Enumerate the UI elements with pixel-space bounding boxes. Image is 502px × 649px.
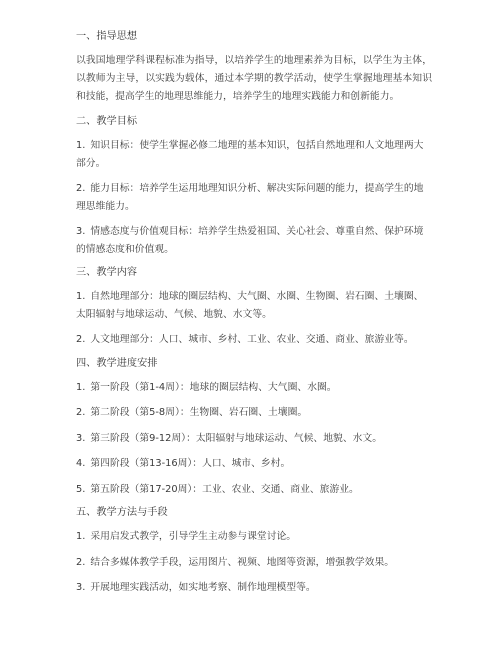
list-item — [76, 579, 432, 597]
list-item-number: 3. — [76, 582, 86, 593]
list-item-number: 1. — [76, 381, 86, 393]
list-item-number: 5. — [76, 483, 86, 495]
list-item-number: 3. — [76, 226, 86, 237]
list-item-text: 第一阶段（第1-4周）：地球的圈层结构、大气圈、水圈。 — [90, 381, 337, 393]
list-item-number: 1. — [76, 140, 86, 151]
list-item-number: 2. — [76, 334, 86, 345]
list-item — [76, 554, 432, 572]
list-item — [76, 455, 432, 473]
list-item-text: 第二阶段（第5-8周）：生物圈、岩石圈、土壤圈。 — [90, 407, 308, 418]
section-heading: 五、教学方法与手段 — [76, 507, 168, 518]
list-item — [76, 481, 432, 499]
list-item-text: 第三阶段（第9-12周）：太阳辐射与地球运动、气候、地貌、水文。 — [90, 432, 383, 444]
list-item-text: 自然地理部分：地球的圈层结构、大气圈、水圈、生物圈、岩石圈、土壤圈、太阳辐射与地球运动、气候、地貌、水文等。 — [76, 291, 424, 320]
list-item — [76, 430, 432, 448]
list-item-text: 能力目标：培养学生运用地理知识分析、解决实际问题的能力，提高学生的地理思维能力。 — [76, 183, 424, 212]
list-item-text: 知识目标：使学生掌握必修二地理的基本知识，包括自然地理和人文地理两大部分。 — [76, 140, 424, 169]
list-item-number: 2. — [76, 407, 86, 418]
list-item — [76, 528, 432, 546]
list-item — [76, 331, 432, 349]
section-heading: 四、教学进度安排 — [76, 357, 158, 369]
list-item-text: 第四阶段（第13-16周）：人口、城市、乡村。 — [90, 458, 291, 469]
list-item — [76, 288, 432, 323]
list-item — [76, 223, 432, 258]
list-item-text: 第五阶段（第17-20周）：工业、农业、交通、商业、旅游业。 — [90, 483, 359, 495]
section-heading: 一、指导思想 — [76, 31, 138, 42]
list-item-number: 3. — [76, 432, 86, 444]
section-paragraph: 以我国地理学科课程标准为指导，以培养学生的地理素养为目标，以学生为主体，以教师为主导，以实践为载体，通过本学期的教学活动，使学生掌握地理基本知识和技能，提高学生的地理思维能力，培养学生的地理实践能力和创新能力。 — [76, 55, 432, 102]
section-heading: 三、教学内容 — [76, 267, 138, 278]
list-item-text: 采用启发式教学，引导学生主动参与课堂讨论。 — [90, 531, 297, 542]
section-heading: 二、教学目标 — [76, 116, 138, 127]
list-item-number: 1. — [76, 291, 86, 302]
list-item-number: 2. — [76, 556, 86, 568]
list-item — [76, 180, 432, 215]
list-item-text: 开展地理实践活动，如实地考察、制作地理模型等。 — [90, 582, 316, 593]
list-item — [76, 137, 432, 172]
list-item — [76, 379, 432, 397]
list-item-number: 4. — [76, 458, 86, 469]
list-item-text: 情感态度与价值观目标：培养学生热爱祖国、关心社会、尊重自然、保护环境的情感态度和价值观。 — [76, 226, 424, 255]
list-item-number: 2. — [76, 183, 86, 194]
list-item-number: 1. — [76, 531, 86, 542]
list-item — [76, 404, 432, 422]
document-page — [76, 30, 432, 605]
list-item-text: 结合多媒体教学手段，运用图片、视频、地图等资源，增强教学效果。 — [90, 556, 395, 568]
list-item-text: 人文地理部分：人口、城市、乡村、工业、农业、交通、商业、旅游业等。 — [90, 334, 414, 345]
